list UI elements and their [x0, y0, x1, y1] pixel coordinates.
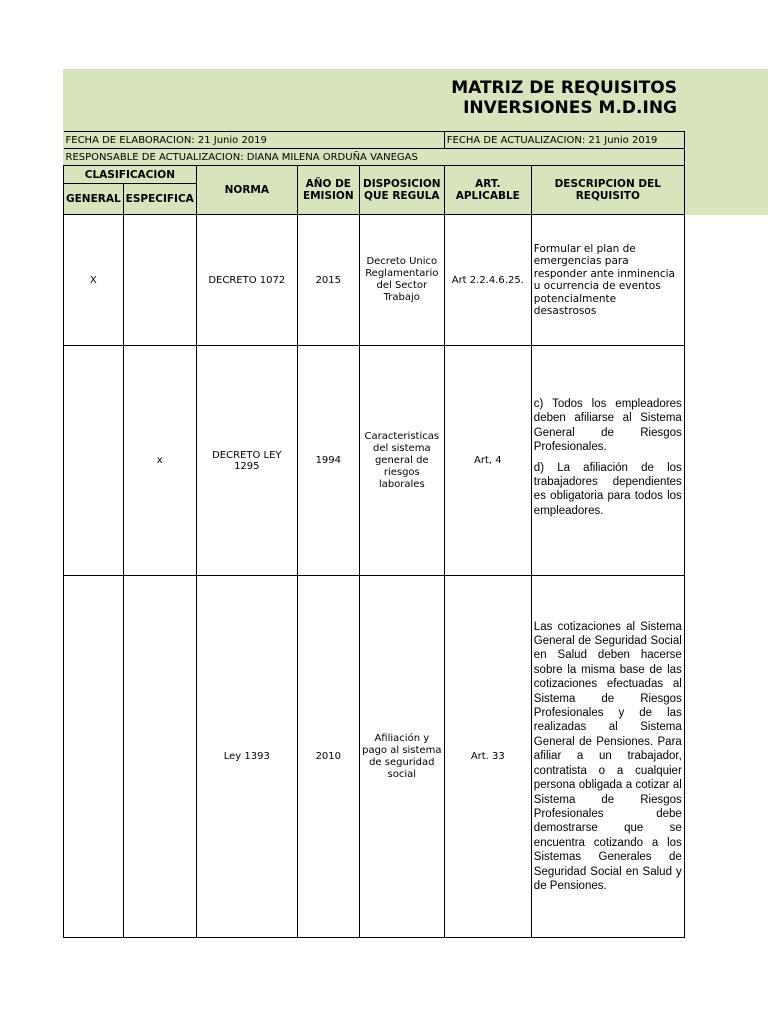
cell-disposicion: Caracteristicas del sistema general de riesgos laborales — [359, 346, 444, 576]
cell-norma: DECRETO 1072 — [196, 215, 297, 346]
header-articulo: ART. APLICABLE — [444, 166, 531, 215]
cell-anio: 2010 — [297, 576, 359, 938]
header-general: GENERAL — [64, 184, 124, 215]
table-row — [64, 576, 685, 938]
cell-especifica — [123, 576, 196, 938]
cell-descripcion: Las cotizaciones al Sistema General de Seguridad Social en Salud deben hacerse sobre la misma base de las cotizaciones efectuadas al Sistema de Riesgos Profesionales y de las realizadas al Sistema General de Pensiones. Para afiliar a un trabajador, contratista o a cualquier persona obligada a cotizar al Sistema de Riesgos Profesionales debe demostrarse que se encuentra cotizando a los Sistemas Generales de Seguridad Social en Salud y de Pensiones. — [531, 576, 684, 938]
cell-anio: 2015 — [297, 215, 359, 346]
requirements-matrix — [63, 131, 685, 938]
cell-articulo: Art. 33 — [444, 576, 531, 938]
cell-general — [64, 346, 124, 576]
cell-anio: 1994 — [297, 346, 359, 576]
cell-descripcion — [531, 346, 684, 576]
cell-disposicion: Decreto Unico Reglamentario del Sector Trabajo — [359, 215, 444, 346]
cell-norma: Ley 1393 — [196, 576, 297, 938]
header-anio: AÑO DE EMISION — [297, 166, 359, 215]
header-especifica: ESPECIFICA — [123, 184, 196, 215]
table-row — [64, 346, 685, 576]
header-descripcion: DESCRIPCION DEL REQUISITO — [531, 166, 684, 215]
descripcion-paragraph: c) Todos los empleadores deben afiliarse al Sistema General de Riesgos Profesionales. — [533, 397, 682, 454]
cell-articulo: Art, 4 — [444, 346, 531, 576]
header-norma: NORMA — [196, 166, 297, 215]
cell-disposicion: Afiliación y pago al sistema de seguridad social — [359, 576, 444, 938]
cell-general: X — [64, 215, 124, 346]
cell-especifica — [123, 215, 196, 346]
cell-articulo: Art 2.2.4.6.25. — [444, 215, 531, 346]
header-disposicion: DISPOSICION QUE REGULA — [359, 166, 444, 215]
fecha-elaboracion: FECHA DE ELABORACION: 21 Junio 2019 — [64, 132, 445, 149]
title-line-1: MATRIZ DE REQUISITOS — [451, 78, 677, 98]
cell-norma: DECRETO LEY 1295 — [196, 346, 297, 576]
fecha-actualizacion: FECHA DE ACTUALIZACION: 21 Junio 2019 — [444, 132, 684, 149]
cell-especifica: x — [123, 346, 196, 576]
document-title — [451, 78, 677, 118]
title-line-2: INVERSIONES M.D.ING — [463, 98, 677, 118]
cell-descripcion: Formular el plan de emergencias para responder ante inminencia u ocurrencia de eventos potencialmente desastrosos — [531, 215, 684, 346]
descripcion-paragraph: d) La afiliación de los trabajadores dependientes es obligatoria para todos los empleadores. — [533, 461, 682, 517]
responsable: RESPONSABLE DE ACTUALIZACION: DIANA MILENA ORDUÑA VANEGAS — [64, 149, 685, 166]
cell-general — [64, 576, 124, 938]
header-clasificacion: CLASIFICACION — [64, 166, 197, 184]
table-row — [64, 215, 685, 346]
